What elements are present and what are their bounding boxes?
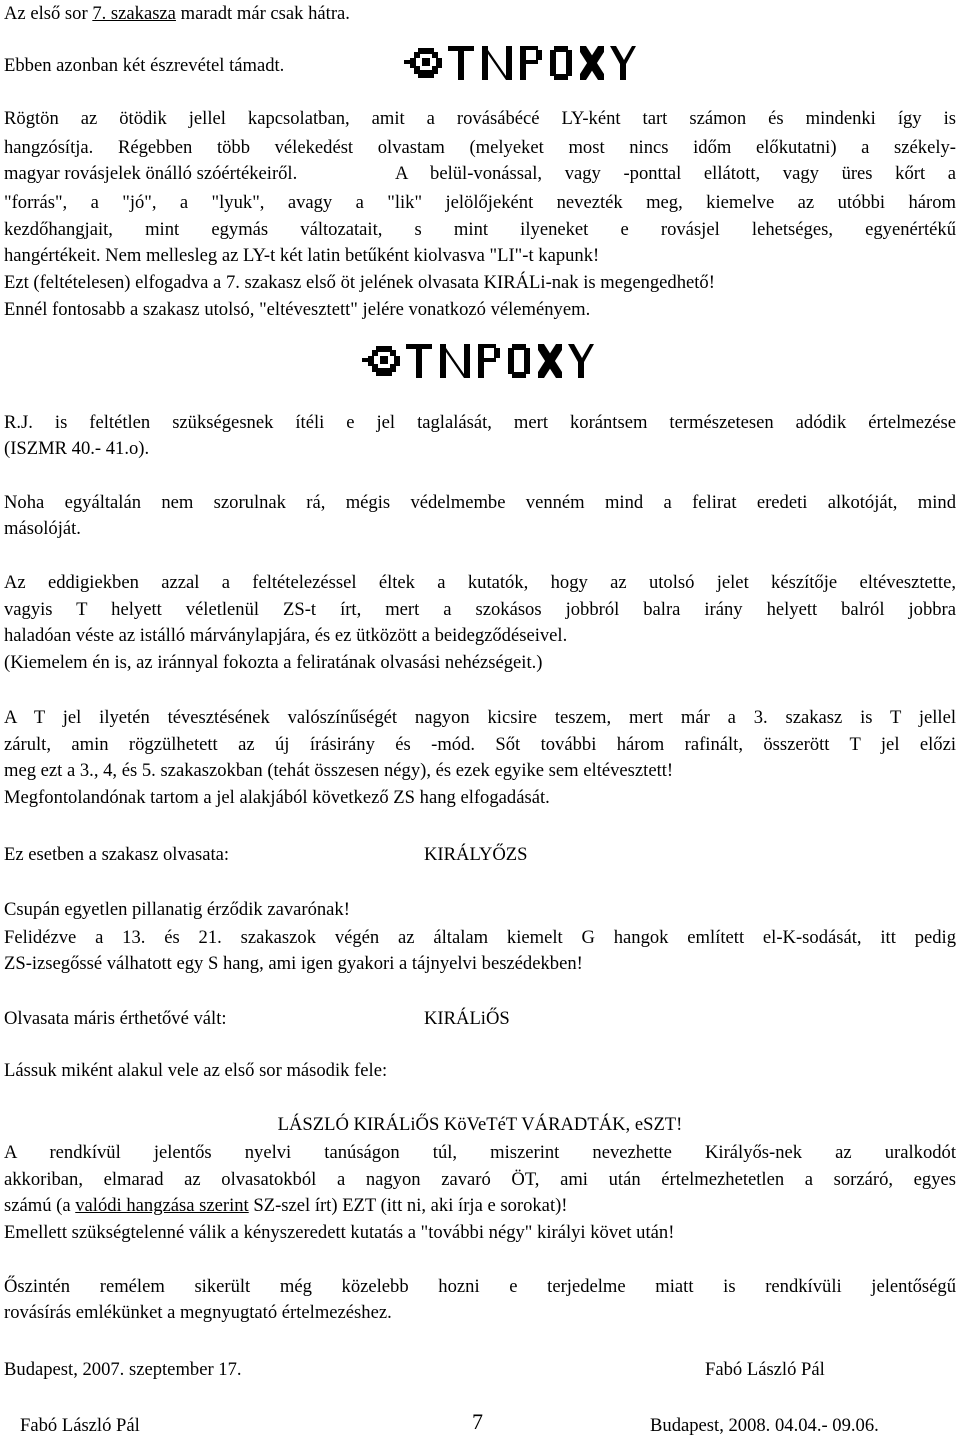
paragraph-line: (ISZMR 40.- 41.o). (4, 438, 150, 459)
paragraph-line: "forrás", a "jó", a "lyuk", avagy a "lik" jelölőjeként nevezték meg, kiemelve az utóbbi három (4, 192, 956, 213)
paragraph-line: A belül-vonással, vagy -ponttal ellátott, vagy üres kőrt a (395, 163, 956, 184)
section-link[interactable]: 7. szakasza (92, 3, 176, 24)
paragraph-line: Csupán egyetlen pillanatig érződik zavarónak! (4, 899, 350, 920)
intro-line-2: Ebben azonban két észrevétel támadt. (4, 55, 285, 76)
paragraph-line: akkoriban, elmarad az olvasatokból a nagyon zavaró ÖT, ami után értelmezhetetlen a sorzáró, egyes (4, 1169, 956, 1190)
paragraph-line: R.J. is feltétlen szükségesnek ítéli e jel taglalását, mert korántsem természetesen adódik értelmezése (4, 412, 956, 433)
paragraph-line: ZS-izsegőssé válhatott egy S hang, ami igen gyakori a tájnyelvi beszédekben! (4, 953, 583, 974)
reading-value: KIRÁLYŐZS (424, 844, 528, 865)
signature-author: Fabó László Pál (705, 1359, 825, 1380)
footer-author: Fabó László Pál (20, 1415, 140, 1436)
paragraph-line: Őszintén remélem sikerült még közelebb hozni e terjedelme miatt is rendkívüli jelentőségű (4, 1276, 956, 1297)
paragraph-line: kezdőhangjait, mint egymás változatait, s mint ilyeneket e rovásjel lehetséges, egyenértékű (4, 219, 956, 240)
paragraph-line: (Kiemelem én is, az iránnyal fokozta a feliratának olvasási nehézségeit.) (4, 652, 543, 673)
paragraph-text: SZ-szel írt) EZT (itt ni, aki írja e sorokat)! (248, 1195, 568, 1216)
paragraph-line: másolóját. (4, 518, 81, 539)
paragraph-line: A rendkívül jelentős nyelvi tanúságon túl, miszerint nevezhette Királyős-nek az uralkodót (4, 1142, 956, 1163)
reading-value: KIRÁLiŐS (424, 1008, 510, 1029)
paragraph-line: Lássuk miként alakul vele az első sor második fele: (4, 1060, 388, 1081)
paragraph-line: Noha egyáltalán nem szorulnak rá, mégis védelmembe venném mind a felirat eredeti alkotóját, mind (4, 492, 956, 513)
intro-text: maradt már csak hátra. (175, 3, 350, 24)
paragraph-line: hangértékeit. Nem mellesleg az LY-t két latin betűként kiolvasva "LI"-t kapunk! (4, 245, 600, 266)
paragraph-line: rovásírás emlékünket a megnyugtató értelmezéshez. (4, 1302, 392, 1323)
reading-label: Ez esetben a szakasz olvasata: (4, 844, 230, 865)
paragraph-line: zárult, amin rögzülhetett az új írásirány és -mód. Sőt további három rafinált, összerött T jel előzi (4, 734, 956, 755)
paragraph-line: vagyis T helyett véletlenül ZS-t írt, mert a szokásos jobbról balra irány helyett balról jobbra (4, 599, 956, 620)
underlined-phrase: valódi hangzása szerint (75, 1195, 249, 1216)
footer-date: Budapest, 2008. 04.04.- 09.06. (650, 1415, 879, 1436)
paragraph-line: magyar rovásjelek önálló szóértékeiről. (4, 163, 298, 184)
paragraph-line: Megfontolandónak tartom a jel alakjából következő ZS hang elfogadását. (4, 787, 550, 808)
signature-place-date: Budapest, 2007. szeptember 17. (4, 1359, 242, 1380)
page-number: 7 (472, 1409, 483, 1434)
paragraph-line: Ennél fontosabb a szakasz utolsó, "eltévesztett" jelére vonatkozó véleményem. (4, 299, 591, 320)
paragraph-line: Rögtön az ötödik jellel kapcsolatban, amit a rovásábécé LY-ként tart számon és mindenki így is (4, 108, 956, 129)
rune-inscription-image (362, 338, 594, 384)
paragraph-line: A T jel ilyetén tévesztésének valószínűségét nagyon kicsire teszem, mert már a 3. szakasz is T jellel (4, 707, 956, 728)
paragraph-line: meg ezt a 3., 4, és 5. szakaszokban (tehát összesen négy), és ezek egyike sem eltévesztett! (4, 760, 674, 781)
reading-label: Olvasata máris érthetővé vált: (4, 1008, 227, 1029)
paragraph-line: haladóan véste az istálló márványlapjára, és ez ütközött a beidegződéseivel. (4, 625, 568, 646)
paragraph-line: Felidézve a 13. és 21. szakaszok végén az általam kiemelt G hangok említett el-K-sodását, itt pedig (4, 927, 956, 948)
paragraph-line: Ezt (feltételesen) elfogadva a 7. szakasz első öt jelének olvasata KIRÁLi-nak is megengedhető! (4, 272, 715, 293)
intro-text: Az első sor (4, 3, 93, 24)
paragraph-line: Az eddigiekben azzal a feltételezéssel éltek a kutatók, hogy az utolsó jelet készítője eltévesztette, (4, 572, 956, 593)
intro-line-1 (4, 3, 350, 25)
paragraph-line: Emellett szükségtelenné válik a kényszeredett kutatás a "további négy" királyi követ után! (4, 1222, 675, 1243)
rune-inscription-image (404, 40, 636, 86)
paragraph-text: számú (a (4, 1195, 76, 1216)
paragraph-line (4, 1195, 568, 1217)
paragraph-line: hangzósítja. Régebben több vélekedést olvastam (melyeket most nincs időm előkutatni) a székely- (4, 137, 956, 158)
full-reading: LÁSZLÓ KIRÁLiŐS KöVeTéT VÁRADTÁK, eSZT! (277, 1114, 683, 1135)
